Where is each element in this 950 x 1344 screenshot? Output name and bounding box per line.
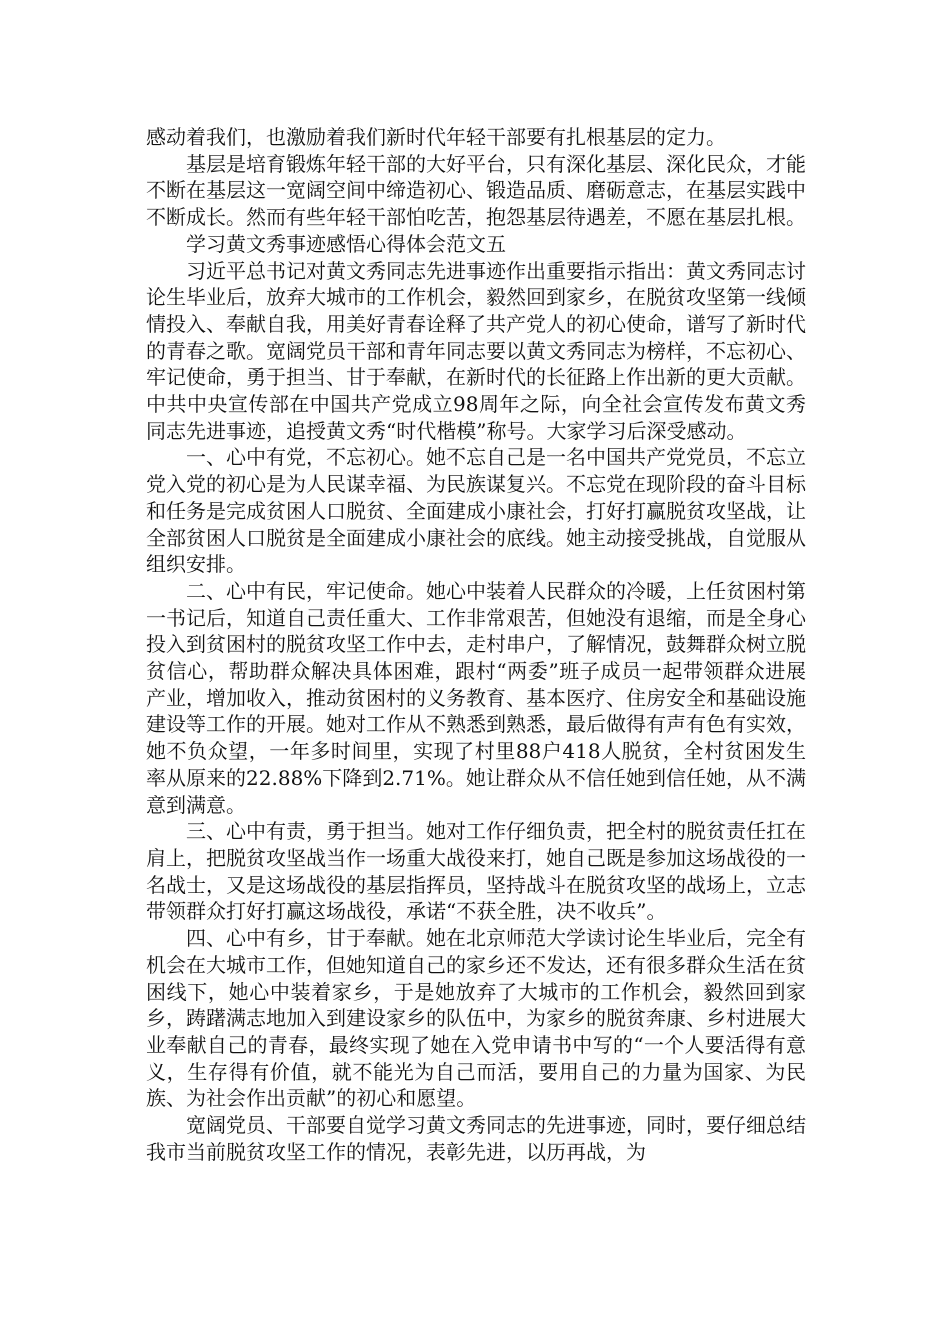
paragraph-point-four: 四、心中有乡，甘于奉献。她在北京师范大学读讨论生毕业后，完全有机会在大城市工作，但她知道自己的家乡还不发达，还有很多群众生活在贫困线下，她心中装着家乡，于是她放弃了大城市的工作机会，毅然回到家乡，踌躇满志地加入到建设家乡的队伍中，为家乡的脱贫奔康、乡村进展大业奉献自己的青春，最终实现了她在入党申请书中写的“一个人要活得有意义，生存得有价值，就不能光为自己而活，要用自己的力量为国家、为民族、为社会作出贡献”的初心和愿望。 bbox=[146, 926, 806, 1111]
paragraph-point-two: 二、心中有民，牢记使命。她心中装着人民群众的冷暖，上任贫困村第一书记后，知道自己责任重大、工作非常艰苦，但她没有退缩，而是全身心投入到贫困村的脱贫攻坚工作中去，走村串户，了解情况，鼓舞群众树立脱贫信心，帮助群众解决具体困难，跟村“两委”班子成员一起带领群众进展产业，增加收入，推动贫困村的义务教育、基本医疗、住房安全和基础设施建设等工作的开展。她对工作从不熟悉到熟悉，最后做得有声有色有实效，她不负众望，一年多时间里，实现了村里88户418人脱贫，全村贫困发生率从原来的22.88%下降到2.71%。她让群众从不信任她到信任她，从不满意到满意。 bbox=[146, 578, 806, 817]
paragraph-continuation: 感动着我们，也激励着我们新时代年轻干部要有扎根基层的定力。 bbox=[146, 125, 726, 149]
paragraph-point-three: 三、心中有责，勇于担当。她对工作仔细负责，把全村的脱贫责任扛在肩上，把脱贫攻坚战当作一场重大战役来打，她自己既是参加这场战役的一名战士，又是这场战役的基层指挥员，坚持战斗在脱贫攻坚的战场上，立志带领群众打好打赢这场战役，承诺“不获全胜，决不收兵”。 bbox=[146, 819, 806, 924]
document-body bbox=[146, 124, 806, 1165]
section-heading: 学习黄文秀事迹感悟心得体会范文五 bbox=[186, 231, 506, 256]
paragraph-point-one: 一、心中有党，不忘初心。她不忘自己是一名中国共产党党员，不忘立党入党的初心是为人民谋幸福、为民族谋复兴。不忘党在现阶段的奋斗目标和任务是完成贫困人口脱贫、全面建成小康社会，打好打赢脱贫攻坚战，让全部贫困人口脱贫是全面建成小康社会的底线。她主动接受挑战，自觉服从组织安排。 bbox=[146, 445, 806, 577]
paragraph-closing: 宽阔党员、干部要自觉学习黄文秀同志的先进事迹，同时，要仔细总结我市当前脱贫攻坚工作的情况，表彰先进，以历再战，为 bbox=[146, 1113, 806, 1164]
paragraph-grassroots: 基层是培育锻炼年轻干部的大好平台，只有深化基层、深化民众，才能不断在基层这一宽阔空间中缔造初心、锻造品质、磨砺意志，在基层实践中不断成长。然而有些年轻干部怕吃苦，抱怨基层待遇差，不愿在基层扎根。 bbox=[146, 151, 806, 230]
paragraph-instruction: 习近平总书记对黄文秀同志先进事迹作出重要指示指出：黄文秀同志讨论生毕业后，放弃大城市的工作机会，毅然回到家乡，在脱贫攻坚第一线倾情投入、奉献自我，用美好青春诠释了共产党人的初心使命，谱写了新时代的青春之歌。宽阔党员干部和青年同志要以黄文秀同志为榜样，不忘初心、牢记使命，勇于担当、甘于奉献，在新时代的长征路上作出新的更大贡献。中共中央宣传部在中国共产党成立98周年之际，向全社会宣传发布黄文秀同志先进事迹，追授黄文秀“时代楷模”称号。大家学习后深受感动。 bbox=[146, 258, 806, 443]
